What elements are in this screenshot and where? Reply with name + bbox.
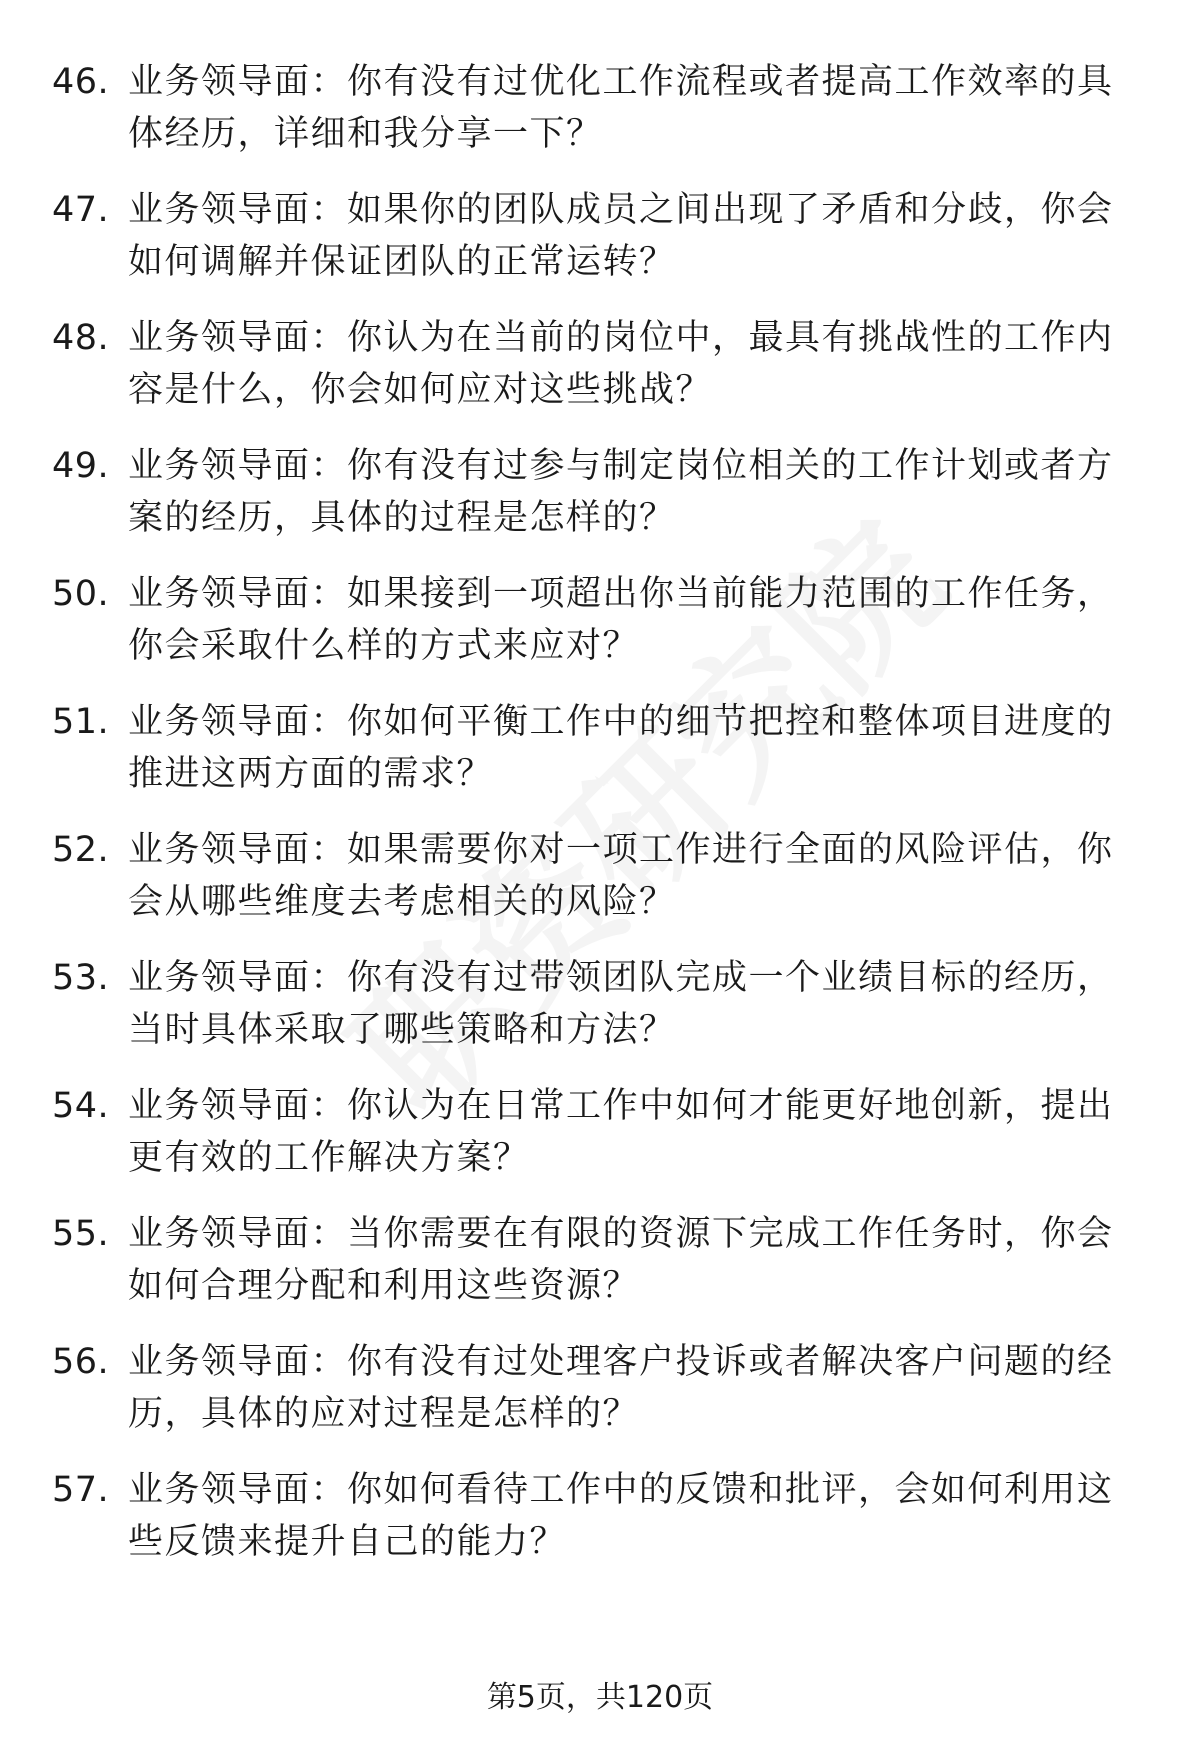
question-item-55 bbox=[52, 1208, 1152, 1312]
question-number: 46. bbox=[52, 62, 110, 102]
question-text: 业务领导面：你有没有过参与制定岗位相关的工作计划或者方案的经历，具体的过程是怎样的？ bbox=[128, 446, 1114, 538]
question-text: 业务领导面：你有没有过处理客户投诉或者解决客户问题的经历，具体的应对过程是怎样的？ bbox=[128, 1342, 1114, 1434]
question-number: 52. bbox=[52, 830, 110, 870]
question-number: 54. bbox=[52, 1086, 110, 1126]
question-item-51 bbox=[52, 696, 1152, 800]
question-item-57 bbox=[52, 1464, 1152, 1568]
question-text: 业务领导面：你认为在当前的岗位中，最具有挑战性的工作内容是什么，你会如何应对这些挑战？ bbox=[128, 318, 1114, 410]
question-number: 55. bbox=[52, 1214, 110, 1254]
question-item-53 bbox=[52, 952, 1152, 1056]
question-text: 业务领导面：如果你的团队成员之间出现了矛盾和分歧，你会如何调解并保证团队的正常运转？ bbox=[128, 190, 1114, 282]
question-item-50 bbox=[52, 568, 1152, 672]
question-number: 53. bbox=[52, 958, 110, 998]
question-item-49 bbox=[52, 440, 1152, 544]
question-item-56 bbox=[52, 1336, 1152, 1440]
question-list bbox=[52, 56, 1152, 1592]
question-item-52 bbox=[52, 824, 1152, 928]
question-number: 57. bbox=[52, 1470, 110, 1510]
question-text: 业务领导面：你认为在日常工作中如何才能更好地创新，提出更有效的工作解决方案？ bbox=[128, 1086, 1114, 1178]
question-item-46 bbox=[52, 56, 1152, 160]
question-text: 业务领导面：如果接到一项超出你当前能力范围的工作任务，你会采取什么样的方式来应对？ bbox=[128, 574, 1114, 666]
question-text: 业务领导面：你有没有过优化工作流程或者提高工作效率的具体经历，详细和我分享一下？ bbox=[128, 62, 1114, 154]
question-item-47 bbox=[52, 184, 1152, 288]
question-number: 50. bbox=[52, 574, 110, 614]
question-number: 56. bbox=[52, 1342, 110, 1382]
question-text: 业务领导面：你如何平衡工作中的细节把控和整体项目进度的推进这两方面的需求？ bbox=[128, 702, 1114, 794]
page-footer: 第5页，共120页 bbox=[486, 1680, 714, 1715]
question-number: 51. bbox=[52, 702, 110, 742]
question-item-48 bbox=[52, 312, 1152, 416]
question-text: 业务领导面：当你需要在有限的资源下完成工作任务时，你会如何合理分配和利用这些资源？ bbox=[128, 1214, 1114, 1306]
question-item-54 bbox=[52, 1080, 1152, 1184]
question-text: 业务领导面：如果需要你对一项工作进行全面的风险评估，你会从哪些维度去考虑相关的风险？ bbox=[128, 830, 1114, 922]
question-number: 49. bbox=[52, 446, 110, 486]
question-number: 48. bbox=[52, 318, 110, 358]
question-number: 47. bbox=[52, 190, 110, 230]
question-text: 业务领导面：你如何看待工作中的反馈和批评，会如何利用这些反馈来提升自己的能力？ bbox=[128, 1470, 1114, 1562]
question-text: 业务领导面：你有没有过带领团队完成一个业绩目标的经历，当时具体采取了哪些策略和方法？ bbox=[128, 958, 1114, 1050]
